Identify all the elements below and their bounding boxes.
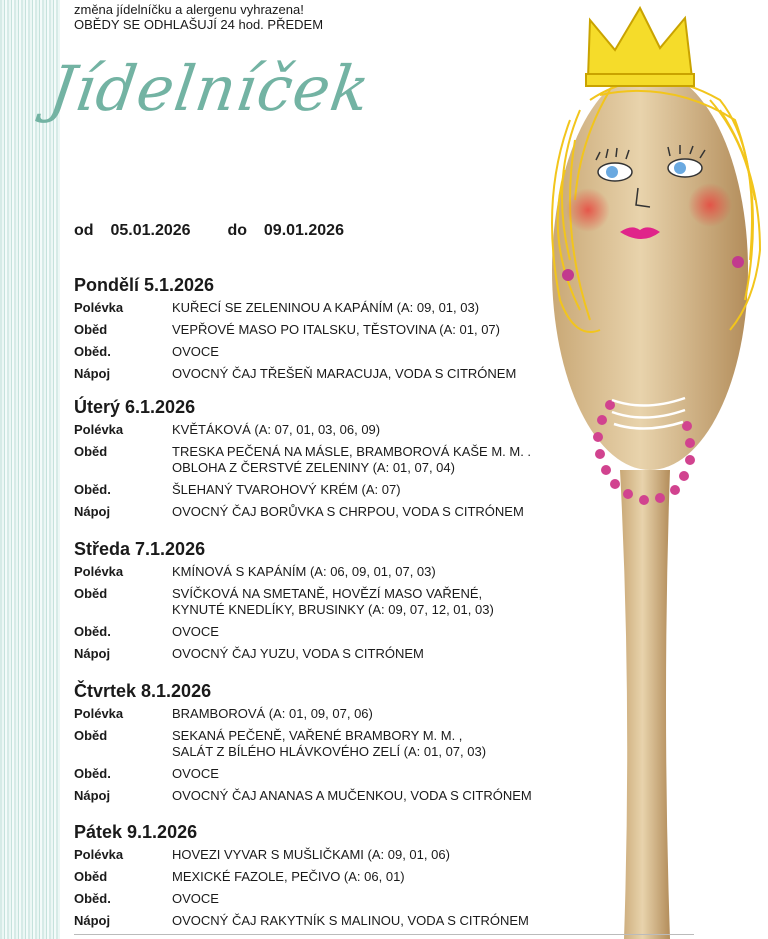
menu-row — [74, 788, 614, 804]
menu-row-label: Oběd. — [74, 624, 111, 639]
notice-line-2: OBĚDY SE ODHLAŠUJÍ 24 hod. PŘEDEM — [74, 17, 324, 32]
menu-row-value: BRAMBOROVÁ (A: 01, 09, 07, 06) — [172, 706, 373, 721]
menu-row-value: OVOCE — [172, 766, 219, 781]
menu-row — [74, 344, 614, 360]
menu-row-label: Polévka — [74, 300, 124, 315]
crown — [588, 8, 692, 78]
period-from-label: od — [74, 222, 94, 239]
menu-row — [74, 847, 614, 863]
menu-row-value: OVOCNÝ ČAJ TŘEŠEŇ MARACUJA, VODA S CITRÓNEM — [172, 366, 517, 381]
day-section — [74, 680, 614, 810]
menu-row-value: OVOCNÝ ČAJ ANANAS A MUČENKOU, VODA S CITRÓNEM — [172, 788, 532, 803]
menu-row-value: VEPŘOVÉ MASO PO ITALSKU, TĚSTOVINA (A: 01, 07) — [172, 322, 500, 337]
menu-row — [74, 624, 614, 640]
day-section — [74, 274, 614, 388]
menu-row-label: Oběd — [74, 444, 108, 459]
menu-row-value: KMÍNOVÁ S KAPÁNÍM (A: 06, 09, 01, 07, 03) — [172, 564, 436, 579]
menu-row-label: Polévka — [74, 847, 124, 862]
spoon-handle — [620, 470, 670, 939]
day-section — [74, 396, 614, 526]
menu-row-label: Nápoj — [74, 504, 111, 519]
menu-row-label: Oběd — [74, 322, 108, 337]
day-title: Pondělí 5.1.2026 — [74, 275, 215, 295]
menu-row — [74, 728, 614, 760]
menu-row — [74, 322, 614, 338]
menu-row — [74, 482, 614, 498]
period-from-date: 05.01.2026 — [110, 222, 191, 239]
decorative-stripe — [0, 0, 60, 939]
menu-row-value: KVĚTÁKOVÁ (A: 07, 01, 03, 06, 09) — [172, 422, 381, 437]
menu-row — [74, 444, 614, 476]
menu-row-label: Nápoj — [74, 788, 111, 803]
menu-row-label: Oběd — [74, 869, 108, 884]
menu-row-label: Nápoj — [74, 366, 111, 381]
day-section — [74, 538, 614, 668]
menu-row — [74, 646, 614, 662]
footer-divider — [74, 934, 694, 935]
menu-row-label: Oběd. — [74, 766, 111, 781]
menu-row — [74, 913, 614, 929]
period — [74, 222, 344, 240]
menu-row-label: Nápoj — [74, 646, 111, 661]
day-title: Čtvrtek 8.1.2026 — [74, 681, 212, 701]
notice-line-1: změna jídelníčku a alergenu vyhrazena! — [74, 2, 304, 17]
page-title: Jídelníček — [44, 52, 375, 125]
menu-row — [74, 706, 614, 722]
menu-row-value: MEXICKÉ FAZOLE, PEČIVO (A: 06, 01) — [172, 869, 405, 884]
menu-row-value: SVÍČKOVÁ NA SMETANĚ, HOVĚZÍ MASO VAŘENÉ, KYNUTÉ KNEDLÍKY, BRUSINKY (A: 09, 07, 12, 01, 03) — [172, 586, 494, 617]
menu-row-value: ŠLEHANÝ TVAROHOVÝ KRÉM (A: 07) — [172, 482, 401, 497]
menu-row — [74, 422, 614, 438]
menu-row-label: Oběd. — [74, 891, 111, 906]
notice — [74, 2, 323, 32]
menu-row — [74, 504, 614, 520]
menu-row — [74, 300, 614, 316]
menu-row — [74, 366, 614, 382]
day-title: Úterý 6.1.2026 — [74, 397, 196, 417]
menu-row-label: Nápoj — [74, 913, 111, 928]
menu-row-value: OVOCE — [172, 624, 219, 639]
menu-row-label: Polévka — [74, 706, 124, 721]
menu-row — [74, 564, 614, 580]
menu-row-label: Oběd. — [74, 482, 111, 497]
menu-row-value: OVOCE — [172, 891, 219, 906]
menu-row — [74, 766, 614, 782]
stripe-gap — [60, 0, 66, 939]
menu-row-value: OVOCNÝ ČAJ YUZU, VODA S CITRÓNEM — [172, 646, 424, 661]
menu-row-label: Oběd — [74, 586, 108, 601]
day-title: Pátek 9.1.2026 — [74, 822, 198, 842]
day-section — [74, 821, 614, 935]
menu-row — [74, 891, 614, 907]
menu-row-value: OVOCNÝ ČAJ BORŮVKA S CHRPOU, VODA S CITRÓNEM — [172, 504, 524, 519]
menu-row-value: OVOCNÝ ČAJ RAKYTNÍK S MALINOU, VODA S CITRÓNEM — [172, 913, 529, 928]
menu-row-value: KUŘECÍ SE ZELENINOU A KAPÁNÍM (A: 09, 01, 03) — [172, 300, 480, 315]
menu-row-value: OVOCE — [172, 344, 219, 359]
menu-row-value: TRESKA PEČENÁ NA MÁSLE, BRAMBOROVÁ KAŠE M. M. . OBLOHA Z ČERSTVÉ ZELENINY (A: 01, 07, 04) — [172, 444, 532, 475]
menu-row-label: Oběd. — [74, 344, 111, 359]
menu-row — [74, 586, 614, 618]
day-title: Středa 7.1.2026 — [74, 539, 206, 559]
menu-row-label: Polévka — [74, 564, 124, 579]
menu-row — [74, 869, 614, 885]
menu-row-label: Oběd — [74, 728, 108, 743]
period-to-label: do — [227, 222, 247, 239]
menu-row-value: HOVEZI VYVAR S MUŠLIČKAMI (A: 09, 01, 06) — [172, 847, 450, 862]
period-to-date: 09.01.2026 — [263, 222, 344, 239]
menu-row-value: SEKANÁ PEČENĚ, VAŘENÉ BRAMBORY M. M. , SALÁT Z BÍLÉHO HLÁVKOVÉHO ZELÍ (A: 01, 07, 03) — [172, 728, 487, 759]
menu-row-label: Polévka — [74, 422, 124, 437]
